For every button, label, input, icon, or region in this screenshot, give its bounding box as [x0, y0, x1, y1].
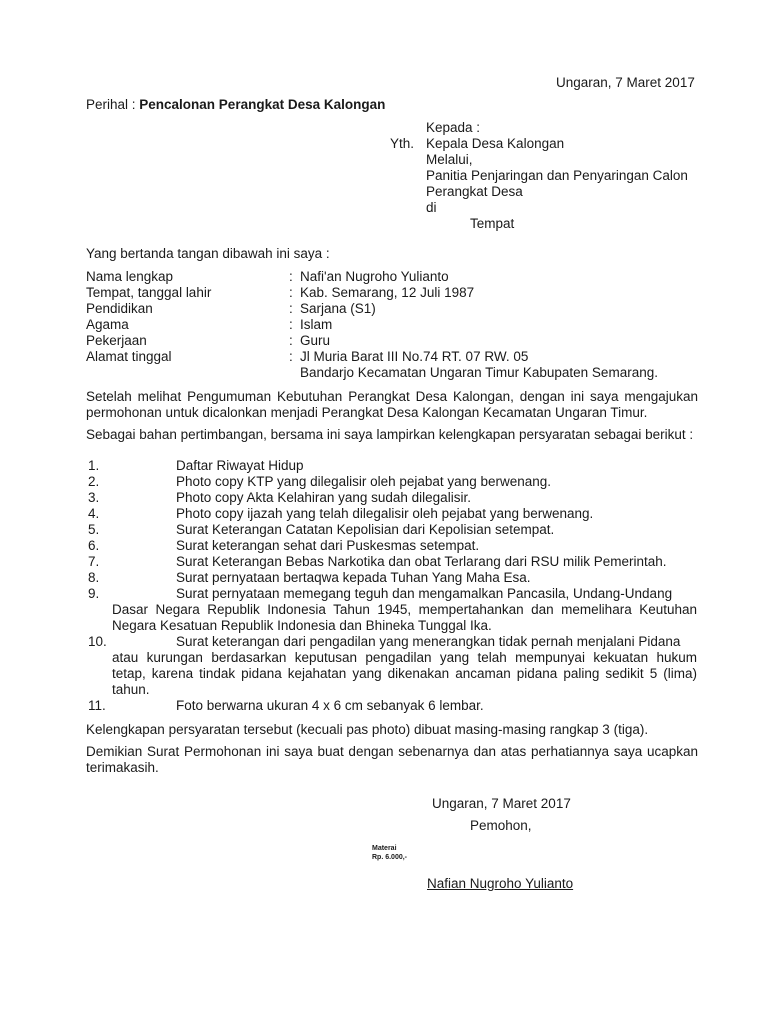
address-yth: Yth.	[390, 136, 415, 151]
identity-value: Islam	[300, 317, 333, 332]
list-item-number: 10.	[88, 634, 107, 649]
identity-label: Pekerjaan	[86, 333, 147, 348]
identity-label: Pendidikan	[86, 301, 153, 316]
identity-value: Nafi'an Nugroho Yulianto	[300, 269, 449, 284]
identity-label: Alamat tinggal	[86, 349, 172, 364]
subject-line	[86, 97, 385, 113]
list-item-number: 1.	[88, 458, 100, 473]
list-item-continuation: tetap, karena tindak pidana kejahatan yang dikenakan ancaman pidana paling sedikit 5 (lima)	[112, 666, 697, 681]
list-item-continuation: Dasar Negara Republik Indonesia Tahun 1945, mempertahankan dan memelihara Keutuhan	[112, 602, 697, 617]
subject-text: Pencalonan Perangkat Desa Kalongan	[139, 97, 386, 112]
list-item-number: 4.	[88, 506, 100, 521]
list-item: Surat pernyataan memegang teguh dan mengamalkan Pancasila, Undang-Undang	[176, 586, 673, 601]
identity-colon: :	[289, 301, 293, 316]
materai-label: Materai	[372, 845, 397, 852]
list-item-number: 9.	[88, 586, 100, 601]
paragraph-closing: Demikian Surat Permohonan ini saya buat dengan sebenarnya dan atas perhatiannya saya ucapkan terimakasih.	[86, 744, 698, 775]
list-item-number: 11.	[88, 698, 106, 713]
letter-date: Ungaran, 7 Maret 2017	[556, 75, 695, 90]
list-item-continuation: atau kurungan berdasarkan keputusan pengadilan yang telah mempunyai kekuatan hukum	[112, 650, 697, 665]
list-item: Daftar Riwayat Hidup	[176, 458, 304, 473]
list-item: Photo copy Akta Kelahiran yang sudah dilegalisir.	[176, 490, 471, 505]
paragraph-requirements-intro: Sebagai bahan pertimbangan, bersama ini saya lampirkan kelengkapan persyaratan sebagai berikut :	[86, 427, 694, 442]
list-item-number: 5.	[88, 522, 100, 537]
identity-label: Nama lengkap	[86, 269, 174, 284]
identity-colon: :	[289, 285, 293, 300]
identity-label: Agama	[86, 317, 129, 332]
paragraph-copies: Kelengkapan persyaratan tersebut (kecuali pas photo) dibuat masing-masing rangkap 3 (tiga).	[86, 722, 649, 737]
list-item-number: 3.	[88, 490, 100, 505]
address-line-6: Tempat	[470, 216, 515, 231]
list-item-continuation: tahun.	[112, 682, 150, 697]
list-item: Surat keterangan dari pengadilan yang menerangkan tidak pernah menjalani Pidana	[176, 634, 681, 649]
paragraph-application: Setelah melihat Pengumuman Kebutuhan Perangkat Desa Kalongan, dengan ini saya mengajukan permohonan untuk dicalonkan menjadi Perangkat Desa Kalongan Kecamatan Ungaran Timur.	[86, 389, 698, 420]
materai-amount: Rp. 6.000,-	[372, 854, 408, 861]
list-item-continuation: Negara Kesatuan Republik Indonesia dan Bhineka Tunggal Ika.	[112, 618, 492, 633]
list-item: Surat Keterangan Bebas Narkotika dan obat Terlarang dari RSU milik Pemerintah.	[176, 554, 667, 569]
address-line-4: Perangkat Desa	[426, 184, 523, 199]
list-item: Surat keterangan sehat dari Puskesmas setempat.	[176, 538, 480, 553]
list-item-number: 8.	[88, 570, 100, 585]
identity-colon: :	[289, 333, 293, 348]
address-line-3: Panitia Penjaringan dan Penyaringan Calon	[426, 168, 688, 183]
identity-label: Tempat, tanggal lahir	[86, 285, 212, 300]
identity-value: Jl Muria Barat III No.74 RT. 07 RW. 05	[300, 349, 529, 364]
identity-value: Sarjana (S1)	[300, 301, 376, 316]
subject-label: Perihal :	[86, 97, 140, 112]
identity-value: Kab. Semarang, 12 Juli 1987	[300, 285, 475, 300]
address-kepada: Kepada :	[426, 120, 481, 135]
list-item: Surat Keterangan Catatan Kepolisian dari Kepolisian setempat.	[176, 522, 555, 537]
list-item: Photo copy KTP yang dilegalisir oleh pejabat yang berwenang.	[176, 474, 552, 489]
signature-name: Nafian Nugroho Yulianto	[427, 876, 574, 891]
identity-colon: :	[289, 317, 293, 332]
identity-value: Guru	[300, 333, 331, 348]
list-item-number: 6.	[88, 538, 100, 553]
list-item: Foto berwarna ukuran 4 x 6 cm sebanyak 6 lembar.	[176, 698, 484, 713]
list-item-number: 2.	[88, 474, 100, 489]
identity-colon: :	[289, 269, 293, 284]
address-line-2: Melalui,	[426, 152, 473, 167]
identity-colon: :	[289, 349, 293, 364]
list-item: Photo copy ijazah yang telah dilegalisir oleh pejabat yang berwenang.	[176, 506, 594, 521]
list-item: Surat pernyataan bertaqwa kepada Tuhan Yang Maha Esa.	[176, 570, 531, 585]
list-item-number: 7.	[88, 554, 100, 569]
address-line-5: di	[426, 200, 437, 215]
signature-date: Ungaran, 7 Maret 2017	[432, 796, 571, 811]
address-line-1: Kepala Desa Kalongan	[426, 136, 565, 151]
identity-address-line-2: Bandarjo Kecamatan Ungaran Timur Kabupaten Semarang.	[300, 365, 658, 380]
intro-text: Yang bertanda tangan dibawah ini saya :	[86, 246, 330, 261]
signature-pemohon: Pemohon,	[470, 818, 532, 833]
